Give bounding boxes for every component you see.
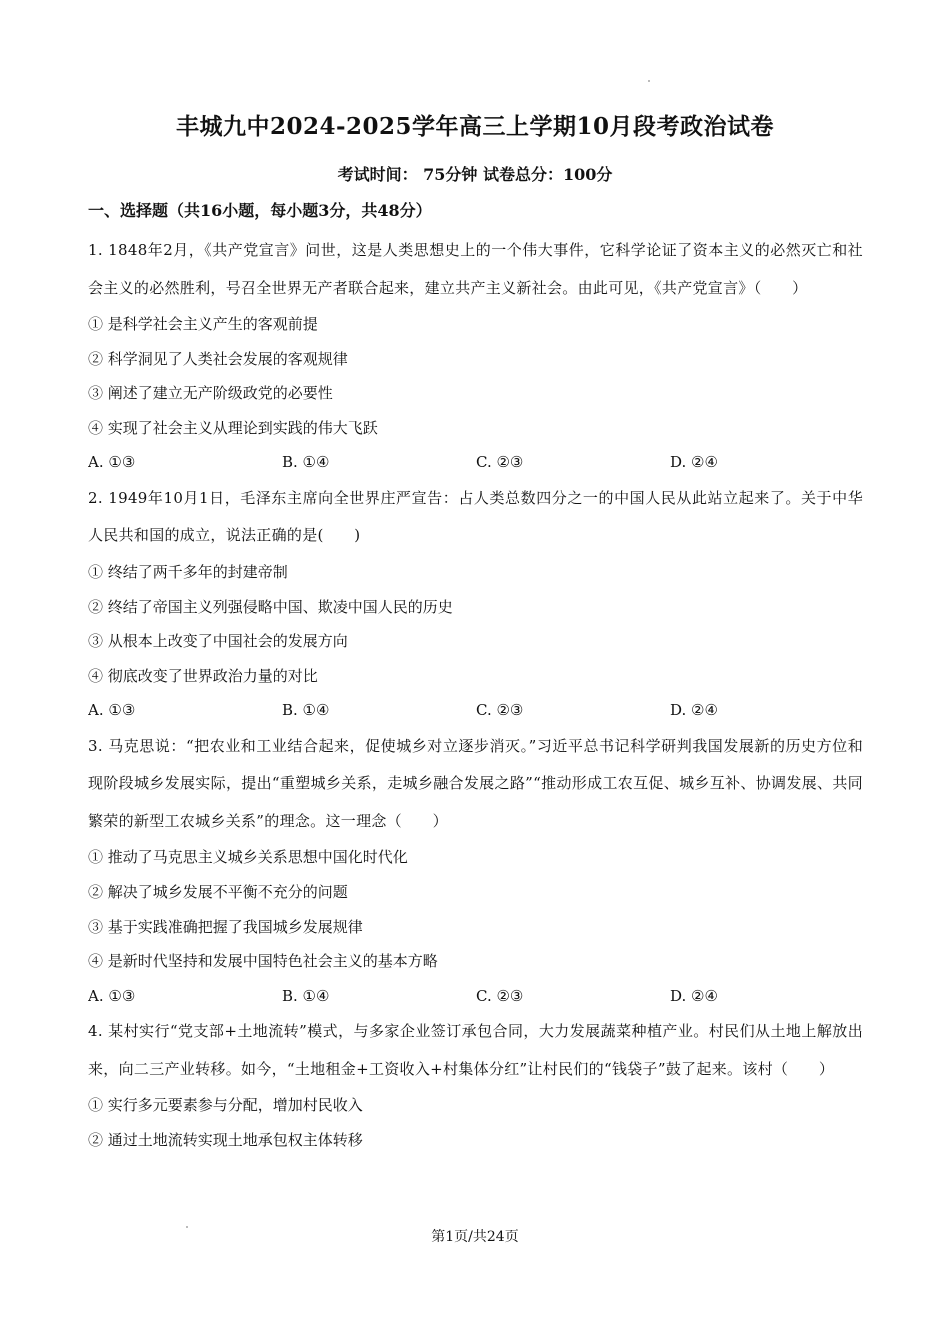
question-stem: 3. 马克思说：“把农业和工业结合起来，促使城乡对立逐步消灭。”习近平总书记科学研判我国发展新的历史方位和现阶段城乡发展实际，提出“重塑城乡关系，走城乡融合发展之路”“推动形成工农互促、城乡互补、协调发展、共同繁荣的新型工农城乡关系”的理念。这一理念（ ） <box>88 736 863 830</box>
choice-d: D. ②④ <box>670 986 718 1005</box>
statement-option: ④ 彻底改变了世界政治力量的对比 <box>88 666 318 685</box>
question-3 <box>88 728 863 1013</box>
statement-option: ① 实行多元要素参与分配，增加村民收入 <box>88 1096 363 1115</box>
page-number: 第1页/共24页 <box>431 1229 519 1245</box>
choice-b: B. ①④ <box>282 986 330 1005</box>
statement-option: ① 终结了两千多年的封建帝制 <box>88 562 288 581</box>
statement-option: ① 是科学社会主义产生的客观前提 <box>88 315 318 333</box>
statement-option: ③ 基于实践准确把握了我国城乡发展规律 <box>88 917 363 936</box>
statement-option: ② 科学洞见了人类社会发展的客观规律 <box>88 349 348 368</box>
choice-c: C. ②③ <box>476 453 524 472</box>
question-stem: 1. 1848年2月，《共产党宣言》问世，这是人类思想史上的一个伟大事件，它科学论证了资本主义的必然灭亡和社会主义的必然胜利，号召全世界无产者联合起来，建立共产主义新社会。由此可见，《共产党宣言》（ ） <box>88 241 863 297</box>
answer-choices <box>88 979 863 1014</box>
statement-option: ③ 阐述了建立无产阶级政党的必要性 <box>88 384 333 403</box>
choice-b: B. ①④ <box>282 453 330 472</box>
choice-d: D. ②④ <box>670 701 718 720</box>
statement-option: ② 解决了城乡发展不平衡不充分的问题 <box>88 883 348 902</box>
question-4 <box>88 1013 863 1157</box>
answer-choices <box>88 693 863 728</box>
statement-option: ① 推动了马克思主义城乡关系思想中国化时代化 <box>88 848 408 867</box>
choice-c: C. ②③ <box>476 701 524 720</box>
choice-b: B. ①④ <box>282 701 330 720</box>
question-2 <box>88 480 863 728</box>
question-stem: 4. 某村实行“党支部+土地流转”模式，与多家企业签订承包合同，大力发展蔬菜种植产业。村民们从土地上解放出来，向二三产业转移。如今，“土地租金+工资收入+村集体分红”让村民们的“钱袋子”鼓了起来。该村（ ） <box>88 1022 863 1078</box>
choice-c: C. ②③ <box>476 986 524 1005</box>
question-stem: 2. 1949年10月1日，毛泽东主席向全世界庄严宣告：占人类总数四分之一的中国人民从此站立起来了。关于中华人民共和国的成立，说法正确的是( ) <box>88 488 863 545</box>
question-list <box>88 232 863 1158</box>
choice-a: A. ①③ <box>88 986 136 1005</box>
choice-a: A. ①③ <box>88 453 136 472</box>
scan-speck <box>648 80 650 82</box>
choice-d: D. ②④ <box>670 453 718 472</box>
statement-option: ③ 从根本上改变了中国社会的发展方向 <box>88 632 348 651</box>
statement-option: ② 通过土地流转实现土地承包权主体转移 <box>88 1131 363 1149</box>
choice-a: A. ①③ <box>88 701 136 720</box>
exam-title: 丰城九中2024-2025学年高三上学期10月段考政治试卷 <box>175 113 775 140</box>
statement-option: ④ 实现了社会主义从理论到实践的伟大飞跃 <box>88 418 378 437</box>
exam-info: 考试时间： 75分钟 试卷总分：100分 <box>337 165 613 184</box>
statement-option: ② 终结了帝国主义列强侵略中国、欺凌中国人民的历史 <box>88 597 453 616</box>
question-1 <box>88 232 863 480</box>
section-heading: 一、选择题（共16小题，每小题3分，共48分） <box>88 201 432 220</box>
statement-option: ④ 是新时代坚持和发展中国特色社会主义的基本方略 <box>88 952 438 971</box>
answer-choices <box>88 445 863 480</box>
